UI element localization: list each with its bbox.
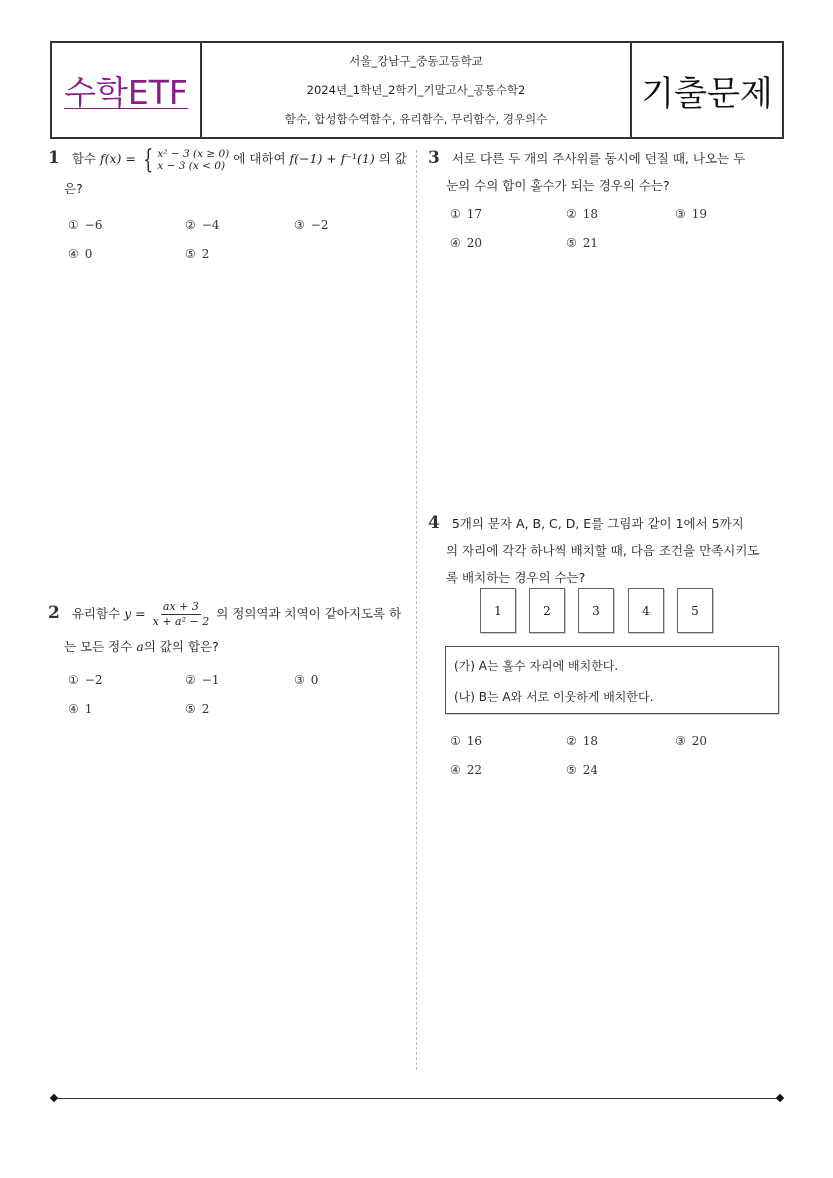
answer-choice[interactable]: ① −2	[68, 673, 103, 687]
answer-choice[interactable]: ② −4	[185, 218, 220, 232]
question-2	[48, 600, 408, 660]
math-variable: a	[136, 639, 144, 654]
diamond-icon	[776, 1094, 784, 1102]
math-expression: f(x) =	[99, 151, 136, 166]
position-card: 4	[628, 588, 664, 633]
answer-choice[interactable]: ③ 20	[675, 734, 708, 748]
logo-cell	[52, 43, 202, 137]
question-text: 서로 다른 두 개의 주사위를 동시에 던질 때, 나오는 두	[451, 151, 746, 166]
question-text: 5개의 문자 A, B, C, D, E를 그림과 같이 1에서 5까지	[451, 516, 744, 531]
question-text: 록 배치하는 경우의 수는?	[446, 570, 586, 585]
math-expression: f(−1) + f⁻¹(1)	[289, 151, 375, 166]
condition-box	[445, 646, 779, 714]
answer-choice[interactable]: ③ 0	[294, 673, 319, 687]
answer-choice[interactable]: ② −1	[185, 673, 220, 687]
position-card: 1	[480, 588, 516, 633]
question-number: 4	[428, 513, 440, 533]
position-card: 3	[578, 588, 614, 633]
question-text: 눈의 수의 합이 홀수가 되는 경우의 수는?	[446, 178, 670, 193]
answer-choice[interactable]: ② 18	[566, 734, 599, 748]
answer-choice[interactable]: ⑤ 2	[185, 702, 210, 716]
page-title: 기출문제	[641, 73, 773, 114]
answer-choice[interactable]: ④ 22	[450, 763, 483, 777]
answer-choice[interactable]: ② 18	[566, 207, 599, 221]
exam-topics: 함수, 합성함수역함수, 유리함수, 무리함수, 경우의수	[284, 111, 548, 126]
question-4	[428, 510, 778, 591]
answer-choice[interactable]: ④ 0	[68, 247, 93, 261]
piece-case-1: x² − 3 (x ≥ 0)	[157, 147, 230, 160]
answer-choice[interactable]: ④ 1	[68, 702, 93, 716]
question-number: 2	[48, 603, 60, 623]
answer-choice[interactable]: ⑤ 24	[566, 763, 599, 777]
school-name: 서울_강남구_중동고등학교	[349, 54, 483, 69]
fraction-numerator: ax + 3	[162, 600, 199, 613]
answer-choice[interactable]: ① 16	[450, 734, 483, 748]
footer-rule	[53, 1098, 780, 1099]
brace-symbol: {	[143, 144, 154, 175]
answer-choice[interactable]: ⑤ 2	[185, 247, 210, 261]
answer-choice[interactable]: ① 17	[450, 207, 483, 221]
condition-ga: (가) A는 홀수 자리에 배치한다.	[454, 659, 619, 673]
diamond-icon	[50, 1094, 58, 1102]
question-text: 함수	[71, 151, 96, 166]
answer-choice[interactable]: ③ 19	[675, 207, 708, 221]
question-3	[428, 145, 778, 199]
question-text: 의 값	[378, 151, 407, 166]
position-card: 5	[677, 588, 713, 633]
column-divider	[416, 150, 417, 1070]
question-text: 는 모든 정수	[64, 639, 133, 654]
question-text: 은?	[64, 180, 83, 196]
condition-na: (나) B는 A와 서로 이웃하게 배치한다.	[454, 690, 654, 704]
exam-info	[202, 43, 632, 137]
answer-choice[interactable]: ⑤ 21	[566, 236, 599, 250]
fraction-denominator: x + a² − 2	[152, 615, 210, 628]
piece-case-2: x − 3 (x < 0)	[157, 159, 226, 172]
fraction	[153, 600, 210, 629]
question-number: 1	[48, 148, 60, 168]
answer-choice[interactable]: ① −6	[68, 218, 103, 232]
math-expression: y =	[124, 606, 146, 621]
question-1	[48, 145, 408, 202]
piecewise-function	[140, 144, 230, 175]
question-text: 에 대하여	[233, 151, 286, 166]
position-card: 2	[529, 588, 565, 633]
question-text: 의 정의역과 치역이 같아지도록 하	[216, 606, 402, 621]
question-text: 의 값의 합은?	[143, 639, 219, 654]
question-text: 의 자리에 각각 하나씩 배치할 때, 다음 조건을 만족시키도	[446, 543, 760, 558]
question-number: 3	[428, 148, 440, 168]
question-text: 유리함수	[71, 606, 121, 621]
answer-choice[interactable]: ③ −2	[294, 218, 329, 232]
answer-choice[interactable]: ④ 20	[450, 236, 483, 250]
exam-title: 2024년_1학년_2학기_기말고사_공통수학2	[306, 82, 526, 97]
exam-header	[50, 41, 784, 139]
brand-logo: 수학ETF	[64, 72, 188, 112]
